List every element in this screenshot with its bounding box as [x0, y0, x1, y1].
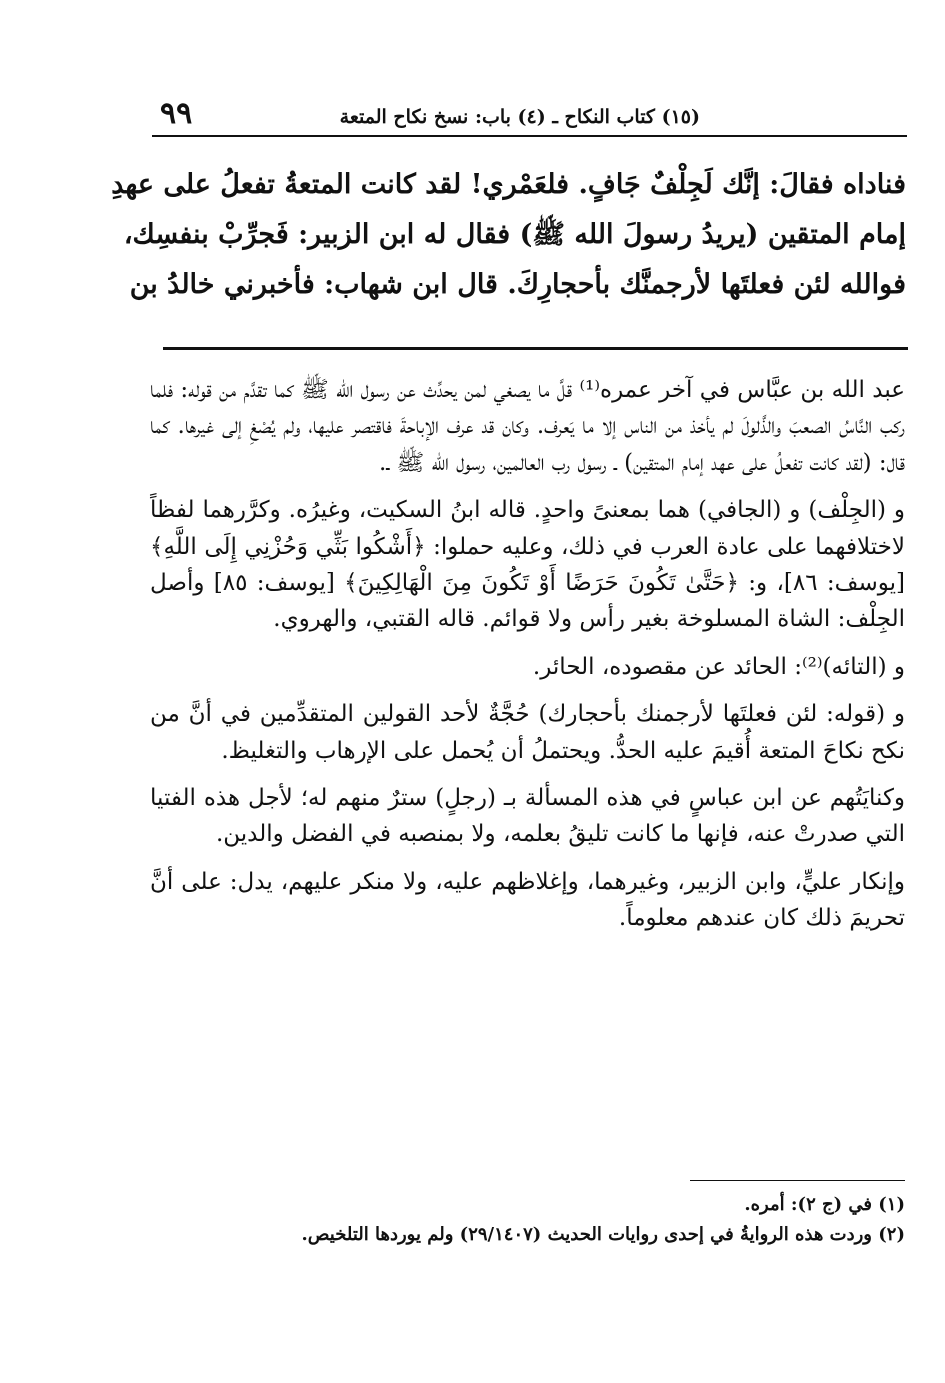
- footnote: (٢) وردت هذه الروايةُ في إحدى روايات الحديث (٢٩/١٤٠٧) ولم يوردها التلخيص.: [301, 1224, 905, 1245]
- footnote: (١) في (ج ٢): أمره.: [744, 1194, 905, 1215]
- hadith-line: فناداه فقالَ: إنَّك لَجِلْفٌ جَافٍ. فلعَمْري! لقد كانت المتعةُ تفعلُ على عهدِ: [111, 169, 906, 200]
- page-number: ٩٩: [160, 96, 193, 131]
- commentary-paragraph: و (التائه)⁽²⁾: الحائد عن مقصوده، الحائر.: [532, 653, 905, 680]
- section-divider: [163, 347, 908, 350]
- commentary-paragraph: وإنكار عليٍّ، وابن الزبير، وغيرهما، وإغلاظهم عليه، ولا منكر عليهم، يدل: على أنَّ تحريمَ ذلك كان عندهم معلوماً.: [150, 868, 905, 932]
- footnotes: [160, 1190, 905, 1250]
- commentary-paragraph: عبد الله بن عبَّاس في آخر عمره⁽¹⁾ قلَّ ما يصغي لمن يحدِّث عن رسول الله ﷺ كما تقدَّم من قوله: فلما ركب النَّاسُ الصعبَ والذَّلولَ لم يأخذ من الناس إلا ما يَعرف. وكان قد عرف الإباحةَ فاقتصر عليها، ولم يُصْغِ إلى غيرها. كما قال: (لقد كانت تفعلُ على عهد إمام المتقين) ـ رسول رب العالمين، رسول الله ﷺ ـ.: [150, 377, 905, 476]
- hadith-line: فوالله لئن فعلتَها لأرجمنَّك بأحجارِكَ. قال ابن شهاب: فأخبرني خالدُ بن: [129, 269, 906, 300]
- commentary-paragraph: و (قوله: لئن فعلتَها لأرجمنك بأحجارك) حُجَّةٌ لأحد القولين المتقدِّمين في أنَّ من نكح نكاحَ المتعة أُقيمَ عليه الحدُّ. ويحتملُ أن يُحمل على الإرهاب والتغليظ.: [150, 701, 905, 764]
- footnote-divider: [690, 1180, 905, 1181]
- running-header: [150, 92, 910, 132]
- header-title: (١٥) كتاب النكاح ـ (٤) باب: نسخ نكاح المتعة: [339, 106, 700, 128]
- hadith-line: إمام المتقين (يريدُ رسولَ الله ﷺ) فقال له ابن الزبير: فَجرِّبْ بنفسِك،: [123, 219, 906, 250]
- commentary-paragraph: وكنايَتُهم عن ابن عباسٍ في هذه المسألة بـ (رجلٍ) سترٌ منهم له؛ لأجل هذه الفتيا التي صدرتْ عنه، فإنها ما كانت تليقُ بعلمه، ولا بمنصبه في الفضل والدين.: [150, 785, 905, 848]
- commentary-paragraph: و (الجِلْف) و (الجافي) هما بمعنىً واحدٍ. قاله ابنُ السكيت، وغيرُه. وكرَّرهما لفظاً لاختلافهما على عادة العرب في ذلك، وعليه حملوا: ﴿أَشْكُوا بَثِّي وَحُزْنِي إِلَى اللَّهِ﴾ [يوسف: ٨٦]، و: ﴿حَتَّىٰ تَكُونَ حَرَضًا أَوْ تَكُونَ مِنَ الْهَالِكِينَ﴾ [يوسف: ٨٥] وأصل الجِلْف: الشاة المسلوخة بغير رأس ولا قوائم. قاله القتبي، والهروي.: [150, 497, 905, 633]
- header-divider: [152, 135, 907, 137]
- commentary: [150, 372, 905, 948]
- hadith-text: [111, 160, 906, 310]
